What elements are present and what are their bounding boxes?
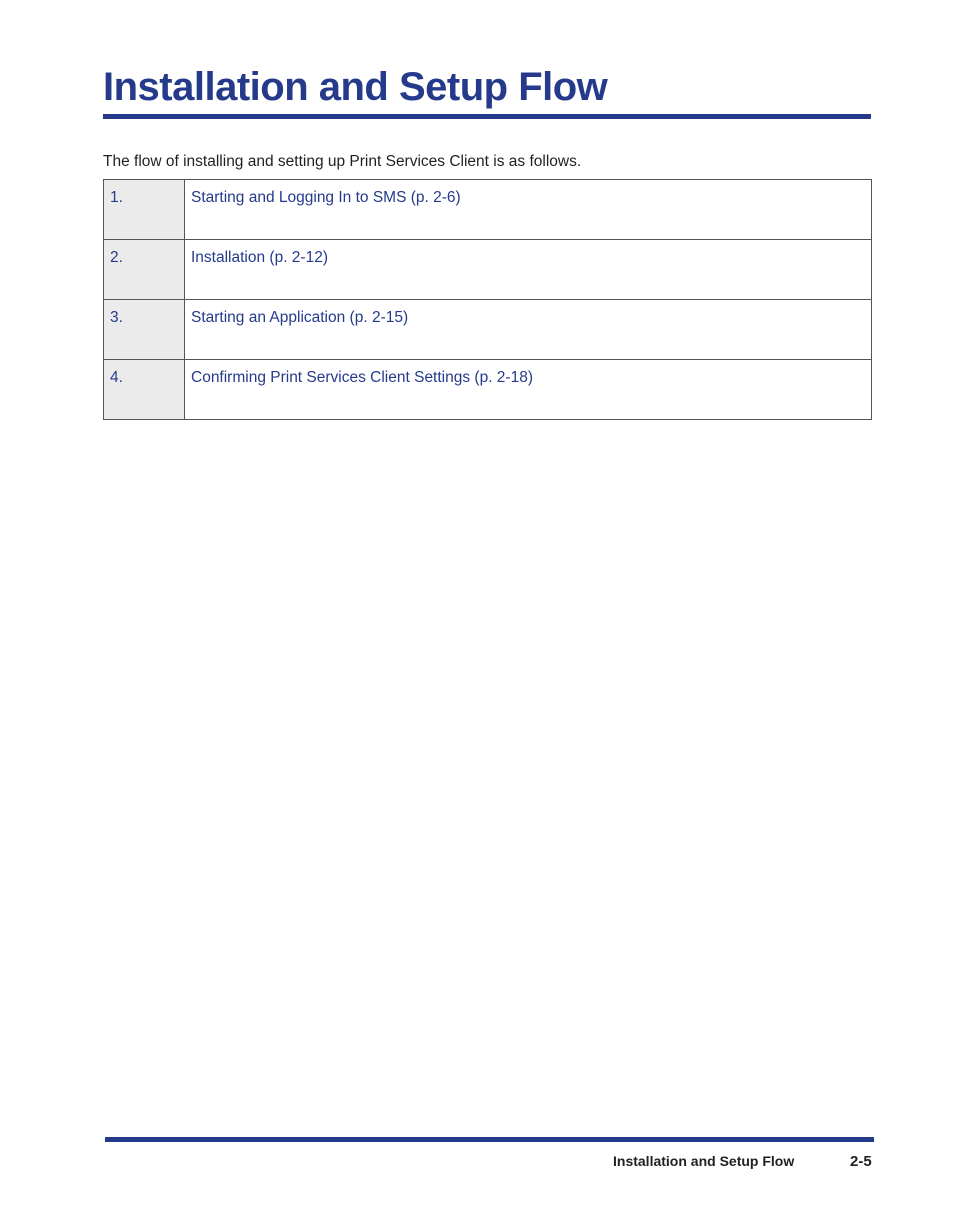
step-link-starting-logging-in[interactable]: Starting and Logging In to SMS (p. 2-6)	[191, 189, 461, 206]
title-divider	[103, 114, 871, 119]
step-link-confirming-settings[interactable]: Confirming Print Services Client Settings (p. 2-18)	[191, 369, 533, 386]
table-row	[104, 360, 872, 420]
step-number: 3.	[104, 300, 185, 360]
page-number: 2-5	[850, 1153, 872, 1170]
steps-table	[103, 179, 872, 420]
step-cell	[185, 300, 872, 360]
step-cell	[185, 180, 872, 240]
footer-divider	[105, 1137, 874, 1142]
step-link-starting-application[interactable]: Starting an Application (p. 2-15)	[191, 309, 409, 326]
table-row	[104, 300, 872, 360]
page-title: Installation and Setup Flow	[103, 65, 608, 109]
step-number: 1.	[104, 180, 185, 240]
table-row	[104, 180, 872, 240]
intro-text: The flow of installing and setting up Print Services Client is as follows.	[103, 153, 582, 170]
step-number: 2.	[104, 240, 185, 300]
step-number: 4.	[104, 360, 185, 420]
step-cell	[185, 360, 872, 420]
table-row	[104, 240, 872, 300]
step-cell	[185, 240, 872, 300]
footer-section-title: Installation and Setup Flow	[613, 1153, 795, 1169]
step-link-installation[interactable]: Installation (p. 2-12)	[191, 249, 328, 266]
